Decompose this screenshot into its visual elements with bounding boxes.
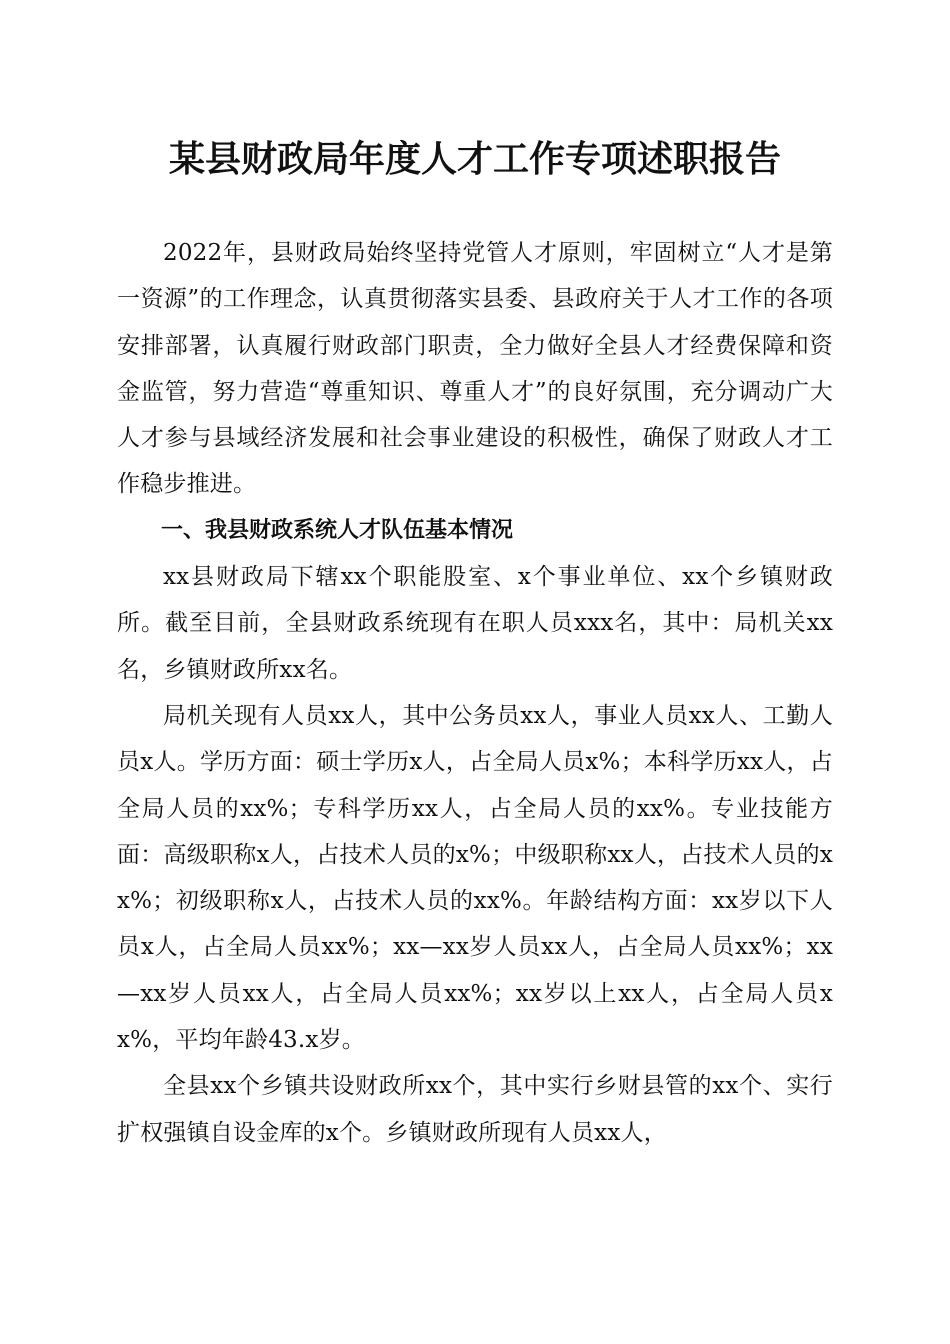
section-heading-1: 一、我县财政系统人才队伍基本情况: [161, 517, 514, 543]
body-paragraph: 全县xx个乡镇共设财政所xx个，其中实行乡财县管的xx个、实行扩权强镇自设金库的x个。乡镇财政所现有人员xx人，: [117, 1073, 833, 1146]
intro-paragraph: 2022年，县财政局始终坚持党管人才原则，牢固树立“人才是第一资源”的工作理念，认真贯彻落实县委、县政府关于人才工作的各项安排部署，认真履行财政部门职责，全力做好全县人才经费保障和资金监管，努力营造“尊重知识、尊重人才”的良好氛围，充分调动广大人才参与县域经济发展和社会事业建设的积极性，确保了财政人才工作稳步推进。: [117, 240, 833, 498]
document-title: 某县财政局年度人才工作专项述职报告: [168, 139, 781, 180]
body-paragraph: 局机关现有人员xx人，其中公务员xx人，事业人员xx人、工勤人员x人。学历方面：硕士学历x人，占全局人员x%；本科学历xx人，占全局人员的xx%；专科学历xx人，占全局人员的xx%。专业技能方面：高级职称x人，占技术人员的x%；中级职称xx人，占技术人员的xx%；初级职称x人，占技术人员的xx%。年龄结构方面：xx岁以下人员x人，占全局人员xx%；xx—xx岁人员xx人，占全局人员xx%；xx—xx岁人员xx人，占全局人员xx%；xx岁以上xx人，占全局人员xx%，平均年龄43.x岁。: [117, 702, 833, 1054]
document-body: [117, 230, 833, 1156]
body-paragraph: xx县财政局下辖xx个职能股室、x个事业单位、xx个乡镇财政所。截至目前，全县财政系统现有在职人员xxx名，其中：局机关xx名，乡镇财政所xx名。: [117, 564, 833, 683]
